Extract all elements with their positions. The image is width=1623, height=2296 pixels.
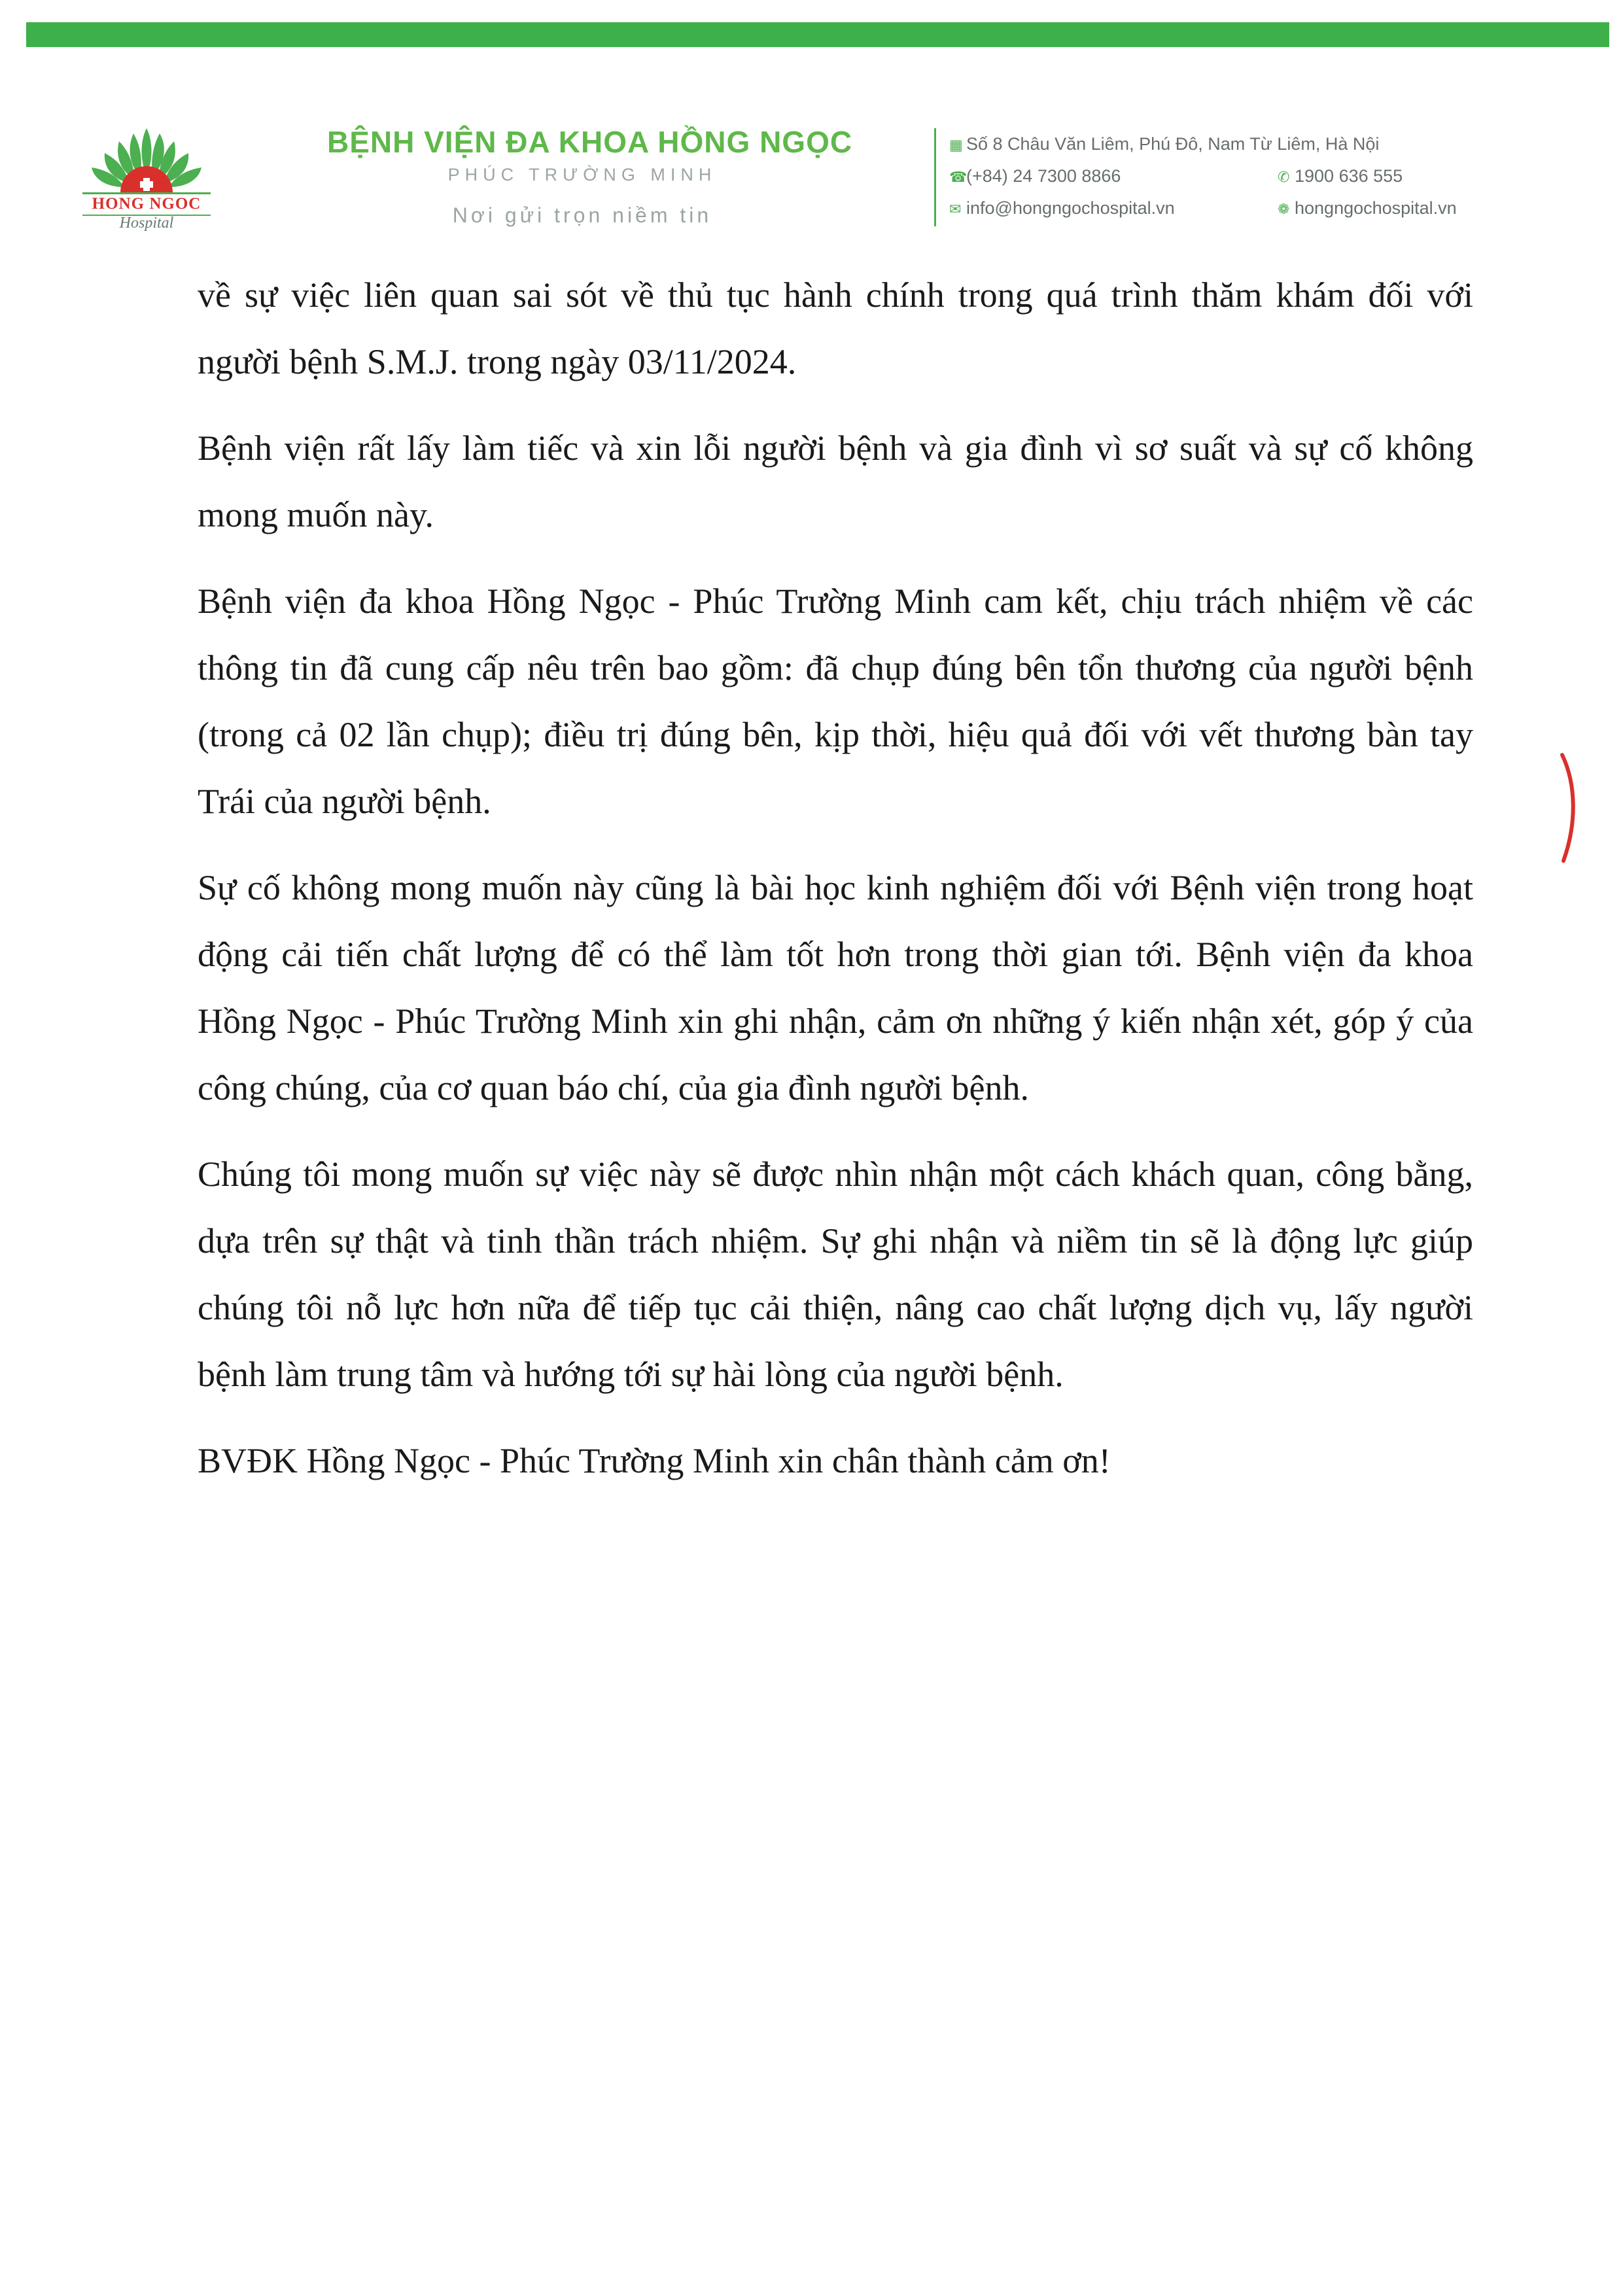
closing-line: BVĐK Hồng Ngọc - Phúc Trường Minh xin chân thành cảm ơn!: [198, 1441, 1111, 1480]
hospital-logo: [77, 115, 216, 233]
letter-body: [198, 262, 1473, 1514]
hospital-branch: PHÚC TRƯỜNG MINH: [447, 165, 717, 184]
phone-text: (+84) 24 7300 8866: [966, 166, 1121, 186]
globe-icon: ❁: [1278, 201, 1290, 217]
paragraph-4: Sự cố không mong muốn này cũng là bài học kinh nghiệm đối với Bệnh viện trong hoạt động cải tiến chất lượng để có thể làm tốt hơn trong thời gian tới. Bệnh viện đa khoa Hồng Ngọc - Phúc Trường Minh xin ghi nhận, cảm ơn những ý kiến nhận xét, góp ý của công chúng, của cơ quan báo chí, của gia đình người bệnh.: [198, 868, 1473, 1107]
hotline-text: 1900 636 555: [1295, 166, 1403, 186]
phone-item: [949, 160, 1121, 193]
header-green-bar: [26, 22, 1609, 47]
contact-row-address: [949, 128, 1538, 160]
contact-row-phones: [949, 160, 1538, 192]
paragraph-3: Bệnh viện đa khoa Hồng Ngọc - Phúc Trường Minh cam kết, chịu trách nhiệm về các thông tin đã cung cấp nêu trên bao gồm: đã chụp đúng bên tổn thương của người bệnh (trong cả 02 lần chụp); điều trị đúng bên, kịp thời, hiệu quả đối với vết thương bàn tay Trái của người bệnh.: [198, 582, 1473, 821]
website-item: [1278, 192, 1457, 225]
mail-icon: ✉: [949, 201, 962, 217]
paragraph-1: về sự việc liên quan sai sót về thủ tục hành chính trong quá trình thăm khám đối với người bệnh S.M.J. trong ngày 03/11/2024.: [198, 275, 1473, 381]
email-item: [949, 192, 1175, 225]
hospital-name: BỆNH VIỆN ĐA KHOA HỒNG NGỌC: [327, 125, 853, 159]
logo-script: Hospital: [119, 215, 174, 232]
phone-icon: ☎: [949, 169, 968, 185]
red-margin-mark: [1557, 752, 1583, 863]
contact-block: [934, 128, 1538, 226]
hotline-item: [1278, 160, 1403, 193]
address-text: Số 8 Châu Văn Liêm, Phú Đô, Nam Từ Liêm, Hà Nội: [966, 134, 1380, 154]
hospital-slogan: Nơi gửi trọn niềm tin: [452, 203, 712, 227]
paragraph-2: Bệnh viện rất lấy làm tiếc và xin lỗi người bệnh và gia đình vì sơ suất và sự cố không mong muốn này.: [198, 428, 1473, 534]
website-text: hongngochospital.vn: [1295, 198, 1457, 218]
contact-row-online: [949, 192, 1538, 224]
letterhead: [0, 98, 1623, 242]
building-icon: ▦: [949, 137, 963, 153]
email-text: info@hongngochospital.vn: [966, 198, 1175, 218]
logo-text: HONG NGOC: [92, 195, 201, 213]
hotline-icon: ✆: [1278, 169, 1290, 185]
hospital-name-block: [327, 124, 853, 228]
address-item: [949, 128, 1379, 161]
paragraph-5: Chúng tôi mong muốn sự việc này sẽ được nhìn nhận một cách khách quan, công bằng, dựa trên sự thật và tinh thần trách nhiệm. Sự ghi nhận và niềm tin sẽ là động lực giúp chúng tôi nỗ lực hơn nữa để tiếp tục cải thiện, nâng cao chất lượng dịch vụ, lấy người bệnh làm trung tâm và hướng tới sự hài lòng của người bệnh.: [198, 1155, 1473, 1394]
